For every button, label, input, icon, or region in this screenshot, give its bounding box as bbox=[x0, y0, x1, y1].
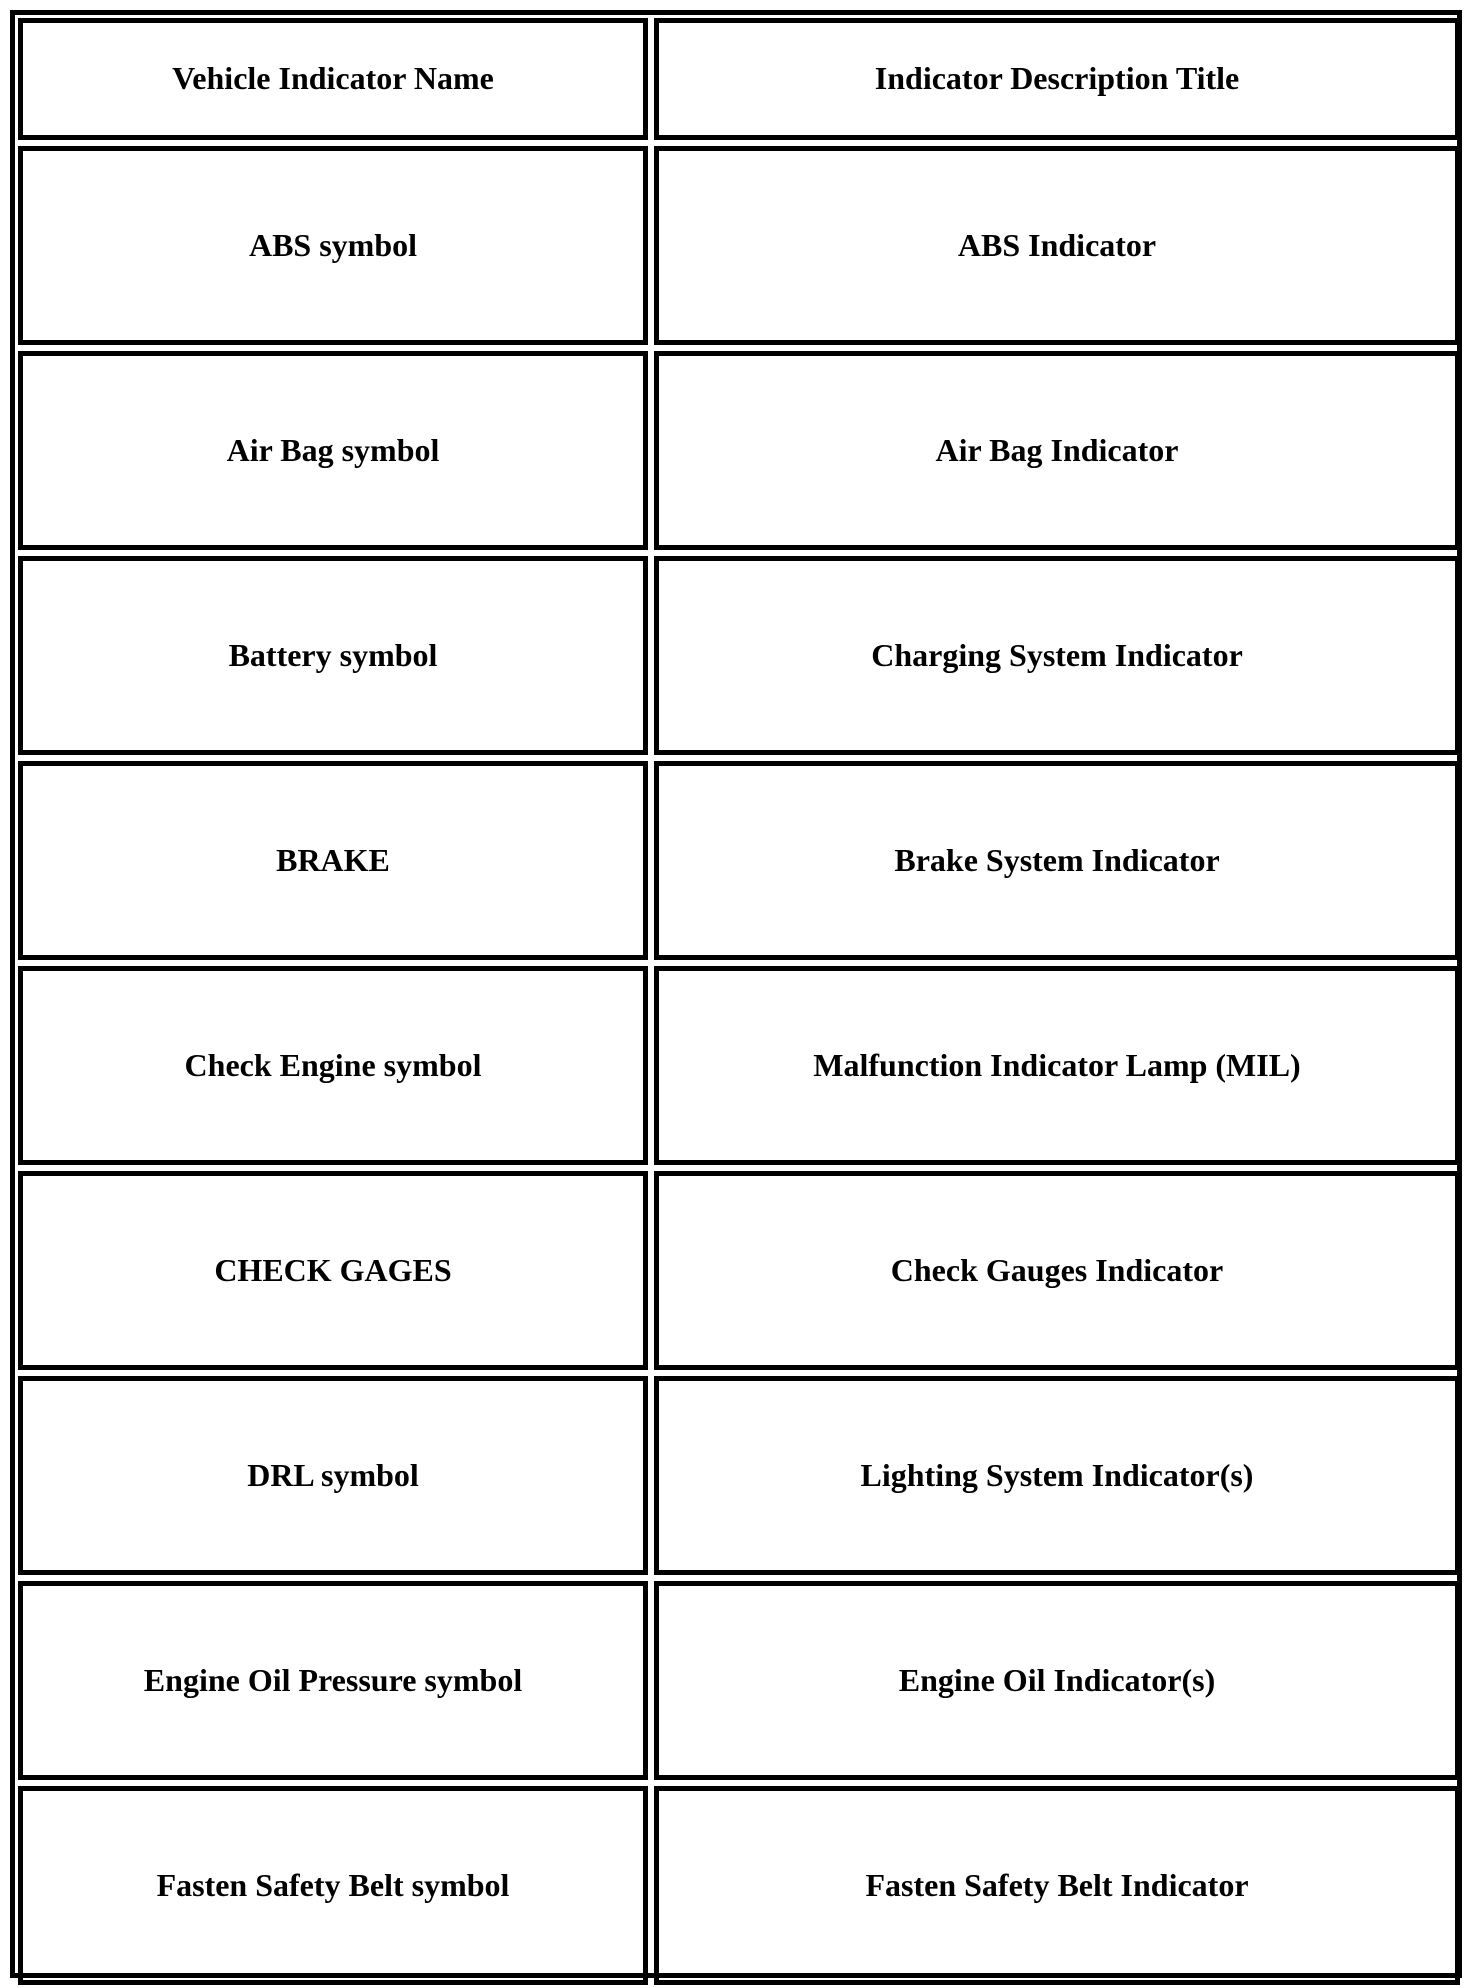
table-cell-description: Air Bag Indicator bbox=[654, 351, 1460, 550]
table-cell-description: Lighting System Indicator(s) bbox=[654, 1376, 1460, 1575]
table-cell-name: Engine Oil Pressure symbol bbox=[18, 1581, 648, 1780]
table-cell-name: Fasten Safety Belt symbol bbox=[18, 1786, 648, 1985]
table-cell-name: Battery symbol bbox=[18, 556, 648, 755]
table-cell-description: Charging System Indicator bbox=[654, 556, 1460, 755]
table-cell-description: Malfunction Indicator Lamp (MIL) bbox=[654, 966, 1460, 1165]
table-cell-description: Fasten Safety Belt Indicator bbox=[654, 1786, 1460, 1985]
table-cell-name: Check Engine symbol bbox=[18, 966, 648, 1165]
header-indicator-description-title: Indicator Description Title bbox=[654, 18, 1460, 140]
indicator-table bbox=[10, 10, 1462, 1978]
table-cell-description: Brake System Indicator bbox=[654, 761, 1460, 960]
table-cell-name: CHECK GAGES bbox=[18, 1171, 648, 1370]
header-vehicle-indicator-name: Vehicle Indicator Name bbox=[18, 18, 648, 140]
table-cell-name: Air Bag symbol bbox=[18, 351, 648, 550]
table-cell-name: DRL symbol bbox=[18, 1376, 648, 1575]
table-cell-name: BRAKE bbox=[18, 761, 648, 960]
table-cell-description: ABS Indicator bbox=[654, 146, 1460, 345]
table-cell-name: ABS symbol bbox=[18, 146, 648, 345]
table-cell-description: Check Gauges Indicator bbox=[654, 1171, 1460, 1370]
table-cell-description: Engine Oil Indicator(s) bbox=[654, 1581, 1460, 1780]
